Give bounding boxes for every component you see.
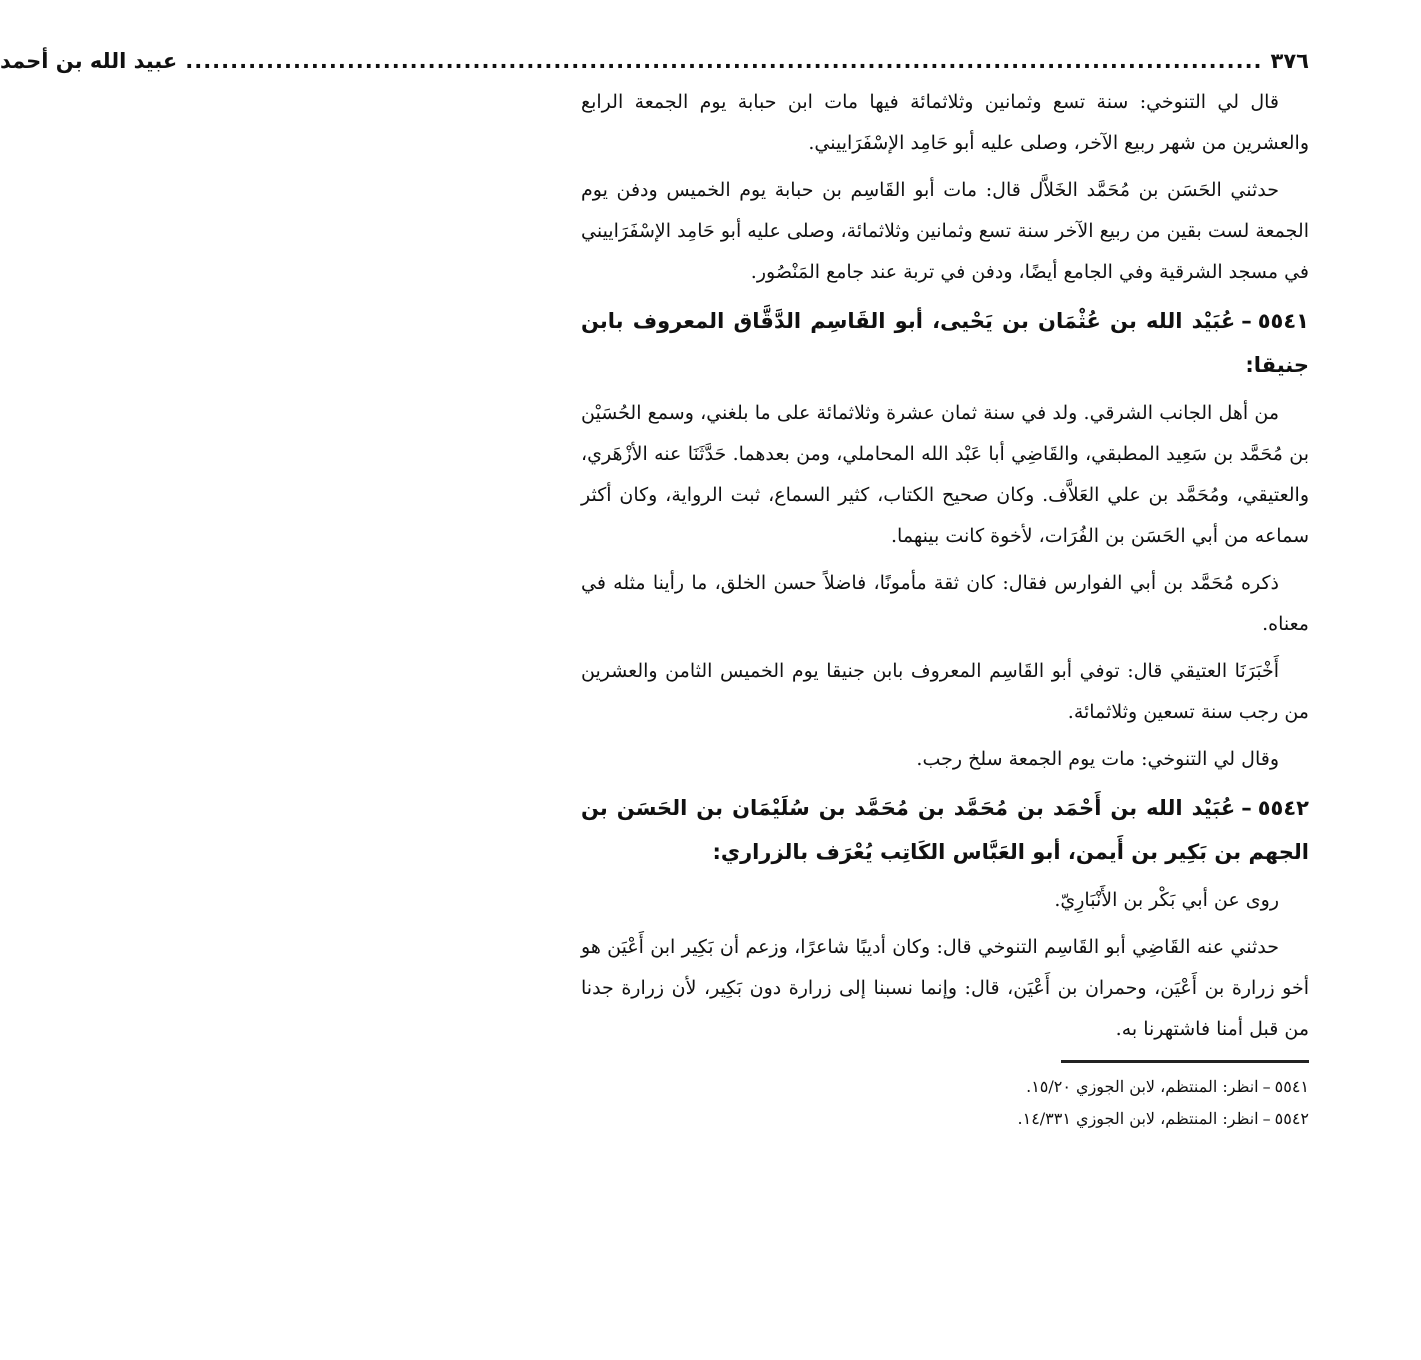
paragraph-5541-tanukhi: وقال لي التنوخي: مات يوم الجمعة سلخ رجب. [916, 748, 1279, 770]
book-page [0, 44, 1309, 1135]
paragraph-khallal-report: حدثني الحَسَن بن مُحَمَّد الخَلاَّل قال: مات أبو القَاسِم بن حبابة يوم الخميس ودفن يوم الجمعة لست بقين من ربيع الآخر سنة تسع وثمانين وثلاثمائة، وصلى عليه أبو حَامِد الإسْفَرَاييني في مسجد الشرقية وفي الجامع أيضًا، ودفن في تربة عند جامع المَنْصُور. [581, 179, 1309, 283]
entry-dash: – [1241, 309, 1252, 333]
paragraph-5541-death: أَخْبَرَنَا العتيقي قال: توفي أبو القَاسِم المعروف بابن جنيقا يوم الخميس الثامن والعشرين من رجب سنة تسعين وثلاثمائة. [581, 660, 1309, 723]
leader-dots: ........................................................................................................................ [185, 49, 1263, 73]
entry-heading-5542 [581, 786, 1309, 874]
paragraph-5542-tanukhi: حدثني عنه القَاضِي أبو القَاسِم التنوخي قال: وكان أديبًا شاعرًا، وزعم أن بَكِير ابن أَعْيَن هو أخو زرارة بن أَعْيَن، وحمران بن أَعْيَن، قال: وإنما نسبنا إلى زرارة دون بَكِير، لأن زرارة جدنا من قبل أمنا فاشتهرنا به. [581, 936, 1309, 1040]
entry-title: عُبَيْد الله بن عُثْمَان بن يَحْيى، أبو القَاسِم الدَّقَّاق المعروف بابن جنيقا: [581, 309, 1309, 377]
footnote-separator [1061, 1060, 1309, 1063]
footnote [581, 1103, 1309, 1135]
paragraph-5541-biography: من أهل الجانب الشرقي. ولد في سنة ثمان عشرة وثلاثمائة على ما بلغني، وسمع الحُسَيْن بن مُحَمَّد بن سَعِيد المطبقي، والقَاضِي أبا عَبْد الله المحاملي، ومن بعدهما. حَدَّثَنَا عنه الأزْهَري، والعتيقي، ومُحَمَّد بن علي العَلاَّف. وكان صحيح الكتاب، كثير السماع، ثبت الرواية، وكان أكثر سماعه من أبي الحَسَن بن الفُرَات، لأخوة كانت بينهما. [581, 402, 1309, 547]
entry-heading-5541 [581, 299, 1309, 387]
footnote-dash: – [1262, 1077, 1271, 1096]
footnote-text: انظر: المنتظم، لابن الجوزي ١٥/٢٠. [1026, 1077, 1259, 1096]
entry-number: ٥٥٤٢ [1257, 796, 1309, 820]
footnote-text: انظر: المنتظم، لابن الجوزي ١٤/٣٣١. [1017, 1109, 1259, 1128]
running-title: عبيد الله بن أحمد [0, 49, 178, 73]
footnote-dash: – [1262, 1109, 1271, 1128]
footnote [581, 1071, 1309, 1103]
entry-dash: – [1241, 796, 1252, 820]
page-number: ٣٧٦ [1270, 49, 1309, 73]
running-header [0, 44, 1309, 78]
paragraph-5541-abulfawaris: ذكره مُحَمَّد بن أبي الفوارس فقال: كان ثقة مأمونًا، فاضلاً حسن الخلق، ما رأينا مثله في معناه. [581, 572, 1309, 635]
paragraph-tanukhi-date: قال لي التنوخي: سنة تسع وثمانين وثلاثمائة فيها مات ابن حبابة يوم الجمعة الرابع والعشرين من شهر ربيع الآخر، وصلى عليه أبو حَامِد الإسْفَرَاييني. [581, 91, 1309, 154]
entry-number: ٥٥٤١ [1257, 309, 1309, 333]
paragraph-5542-narration: روى عن أبي بَكْر بن الأَنْبَارِيّ. [1054, 889, 1279, 911]
footnote-number: ٥٥٤١ [1274, 1077, 1309, 1096]
entry-title: عُبَيْد الله بن أَحْمَد بن مُحَمَّد بن مُحَمَّد بن سُلَيْمَان بن الحَسَن بن الجهم بن بَكِير بن أَيمن، أبو العَبَّاس الكَاتِب يُعْرَف بالزراري: [581, 796, 1309, 864]
footnote-number: ٥٥٤٢ [1274, 1109, 1309, 1128]
